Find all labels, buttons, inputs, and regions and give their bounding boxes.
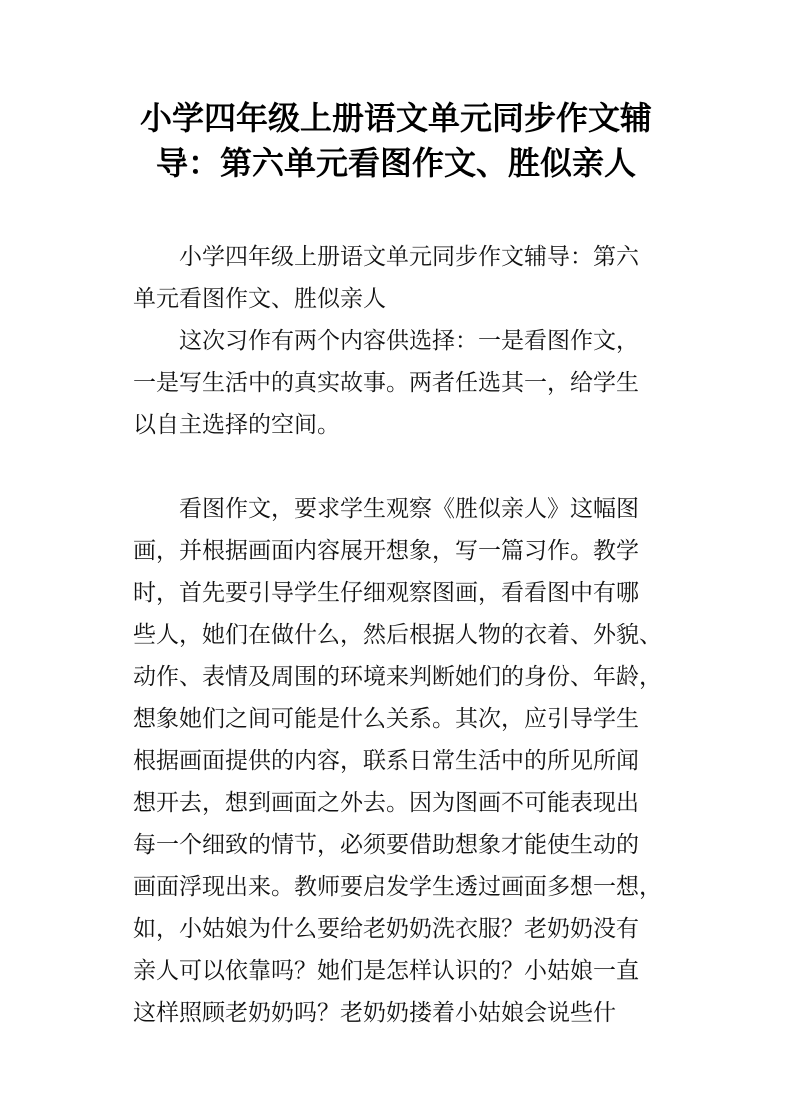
text-line: 些人，她们在做什么，然后根据人物的衣着、外貌、 xyxy=(133,622,662,648)
document-title xyxy=(120,96,672,186)
text-line: 看图作文，要求学生观察《胜似亲人》这幅图 xyxy=(179,496,639,522)
paragraph-intro xyxy=(133,236,661,320)
text-line: 小学四年级上册语文单元同步作文辅导：第六 xyxy=(179,244,639,270)
text-line: 单元看图作文、胜似亲人 xyxy=(133,286,386,312)
title-line-1: 小学四年级上册语文单元同步作文辅 xyxy=(139,99,652,137)
text-line: 每一个细致的情节，必须要借助想象才能使生动的 xyxy=(133,832,639,858)
text-line: 画面浮现出来。教师要启发学生透过画面多想一想， xyxy=(133,874,662,900)
text-line: 动作、表情及周围的环境来判断她们的身份、年龄， xyxy=(133,664,662,690)
text-line: 时，首先要引导学生仔细观察图画，看看图中有哪 xyxy=(133,580,639,606)
text-line: 根据画面提供的内容，联系日常生活中的所见所闻 xyxy=(133,748,639,774)
paragraph-spacer xyxy=(133,446,661,488)
text-line: 一是写生活中的真实故事。两者任选其一，给学生 xyxy=(133,370,639,396)
text-line: 想象她们之间可能是什么关系。其次，应引导学生 xyxy=(133,706,639,732)
paragraph-picture-writing xyxy=(133,488,661,1034)
text-line: 想开去，想到画面之外去。因为图画不可能表现出 xyxy=(133,790,639,816)
text-line: 如，小姑娘为什么要给老奶奶洗衣服？老奶奶没有 xyxy=(133,916,639,942)
text-line: 这样照顾老奶奶吗？老奶奶搂着小姑娘会说些什 xyxy=(133,1000,616,1026)
text-line: 以自主选择的空间。 xyxy=(133,412,340,438)
title-line-2: 导：第六单元看图作文、胜似亲人 xyxy=(155,144,636,182)
document-body xyxy=(133,236,661,1034)
text-line: 画，并根据画面内容展开想象，写一篇习作。教学 xyxy=(133,538,639,564)
paragraph-options xyxy=(133,320,661,446)
text-line: 这次习作有两个内容供选择：一是看图作文， xyxy=(179,328,639,354)
text-line: 亲人可以依靠吗？她们是怎样认识的？小姑娘一直 xyxy=(133,958,639,984)
